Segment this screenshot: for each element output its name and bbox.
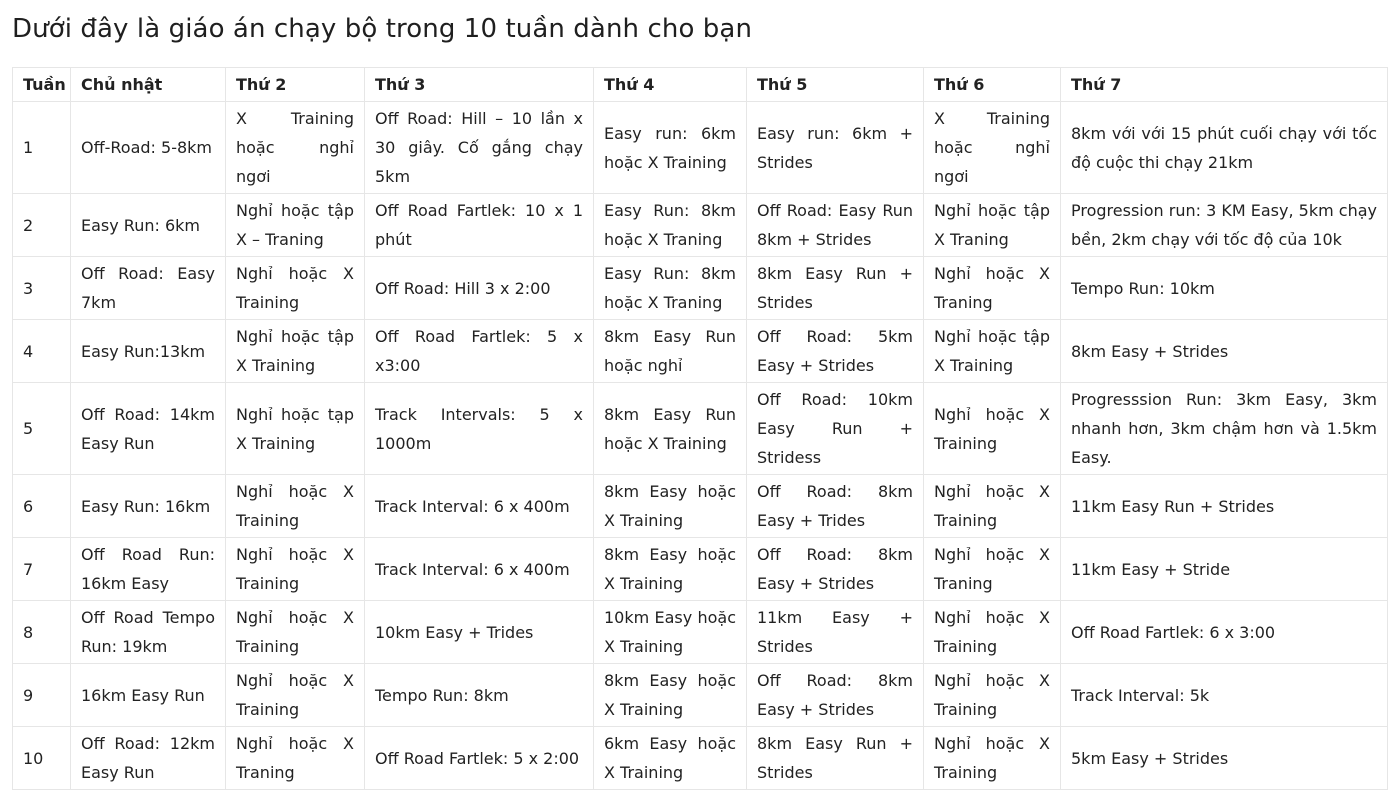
friday-cell: Nghỉ hoặc X Training [924,664,1061,727]
tuesday-cell: Tempo Run: 8km [365,664,594,727]
table-row [13,664,1388,727]
week-cell: 3 [13,257,71,320]
table-row [13,320,1388,383]
sunday-cell: 16km Easy Run [71,664,226,727]
monday-cell: Nghỉ hoặc X Training [226,475,365,538]
sunday-cell: Off Road: 14km Easy Run [71,383,226,475]
saturday-cell: 8km với với 15 phút cuối chạy với tốc độ cuộc thi chạy 21km [1061,102,1388,194]
header-week: Tuần [13,68,71,102]
table-row [13,601,1388,664]
thursday-cell: Easy run: 6km + Strides [747,102,924,194]
thursday-cell: Off Road: 10km Easy Run + Stridess [747,383,924,475]
sunday-cell: Easy Run:13km [71,320,226,383]
header-wednesday: Thứ 4 [594,68,747,102]
monday-cell: Nghỉ hoặc X Training [226,664,365,727]
week-cell: 4 [13,320,71,383]
wednesday-cell: 8km Easy Run hoặc nghỉ [594,320,747,383]
monday-cell: Nghỉ hoặc X Training [226,601,365,664]
sunday-cell: Off Road Tempo Run: 19km [71,601,226,664]
saturday-cell: Tempo Run: 10km [1061,257,1388,320]
friday-cell: Nghỉ hoặc tập X Traning [924,194,1061,257]
thursday-cell: Off Road: 8km Easy + Strides [747,538,924,601]
thursday-cell: Off Road: Easy Run 8km + Strides [747,194,924,257]
monday-cell: Nghỉ hoặc X Training [226,257,365,320]
saturday-cell: Progresssion Run: 3km Easy, 3km nhanh hơn, 3km chậm hơn và 1.5km Easy. [1061,383,1388,475]
saturday-cell: 11km Easy + Stride [1061,538,1388,601]
tuesday-cell: Off Road Fartlek: 10 x 1 phút [365,194,594,257]
tuesday-cell: Off Road Fartlek: 5 x x3:00 [365,320,594,383]
header-saturday: Thứ 7 [1061,68,1388,102]
table-row [13,475,1388,538]
friday-cell: Nghỉ hoặc X Traning [924,538,1061,601]
wednesday-cell: 8km Easy hoặc X Training [594,664,747,727]
table-row [13,194,1388,257]
header-thursday: Thứ 5 [747,68,924,102]
monday-cell: Nghỉ hoặc tạp X Training [226,383,365,475]
thursday-cell: 8km Easy Run + Strides [747,257,924,320]
training-plan-table [12,67,1388,790]
saturday-cell: Progression run: 3 KM Easy, 5km chạy bền, 2km chạy với tốc độ của 10k [1061,194,1388,257]
wednesday-cell: 6km Easy hoặc X Training [594,727,747,790]
friday-cell: Nghỉ hoặc X Training [924,475,1061,538]
saturday-cell: 8km Easy + Strides [1061,320,1388,383]
tuesday-cell: Track Interval: 6 x 400m [365,475,594,538]
wednesday-cell: Easy run: 6km hoặc X Training [594,102,747,194]
sunday-cell: Off Road: Easy 7km [71,257,226,320]
header-friday: Thứ 6 [924,68,1061,102]
tuesday-cell: Track Intervals: 5 x 1000m [365,383,594,475]
wednesday-cell: 8km Easy hoặc X Training [594,538,747,601]
tuesday-cell: Off Road: Hill 3 x 2:00 [365,257,594,320]
week-cell: 9 [13,664,71,727]
table-row [13,102,1388,194]
wednesday-cell: 8km Easy Run hoặc X Training [594,383,747,475]
wednesday-cell: Easy Run: 8km hoặc X Traning [594,257,747,320]
page-title: Dưới đây là giáo án chạy bộ trong 10 tuần dành cho bạn [12,14,753,44]
table-row [13,538,1388,601]
tuesday-cell: Off Road Fartlek: 5 x 2:00 [365,727,594,790]
friday-cell: X Training hoặc nghỉ ngơi [924,102,1061,194]
table-row [13,257,1388,320]
friday-cell: Nghỉ hoặc tập X Training [924,320,1061,383]
header-monday: Thứ 2 [226,68,365,102]
week-cell: 2 [13,194,71,257]
saturday-cell: 5km Easy + Strides [1061,727,1388,790]
table-row [13,383,1388,475]
saturday-cell: Off Road Fartlek: 6 x 3:00 [1061,601,1388,664]
thursday-cell: Off Road: 8km Easy + Strides [747,664,924,727]
wednesday-cell: 10km Easy hoặc X Training [594,601,747,664]
tuesday-cell: Track Interval: 6 x 400m [365,538,594,601]
week-cell: 1 [13,102,71,194]
header-tuesday: Thứ 3 [365,68,594,102]
monday-cell: Nghỉ hoặc tập X – Traning [226,194,365,257]
friday-cell: Nghỉ hoặc X Training [924,601,1061,664]
week-cell: 6 [13,475,71,538]
friday-cell: Nghỉ hoặc X Traning [924,257,1061,320]
table-header-row [13,68,1388,102]
tuesday-cell: Off Road: Hill – 10 lần x 30 giây. Cố gắng chạy 5km [365,102,594,194]
monday-cell: Nghỉ hoặc X Training [226,538,365,601]
table-row [13,727,1388,790]
friday-cell: Nghỉ hoặc X Training [924,727,1061,790]
thursday-cell: Off Road: 8km Easy + Trides [747,475,924,538]
wednesday-cell: Easy Run: 8km hoặc X Traning [594,194,747,257]
thursday-cell: Off Road: 5km Easy + Strides [747,320,924,383]
saturday-cell: Track Interval: 5k [1061,664,1388,727]
week-cell: 10 [13,727,71,790]
saturday-cell: 11km Easy Run + Strides [1061,475,1388,538]
monday-cell: Nghỉ hoặc tập X Training [226,320,365,383]
header-sunday: Chủ nhật [71,68,226,102]
sunday-cell: Off Road: 12km Easy Run [71,727,226,790]
monday-cell: Nghỉ hoặc X Traning [226,727,365,790]
monday-cell: X Training hoặc nghỉ ngơi [226,102,365,194]
week-cell: 7 [13,538,71,601]
week-cell: 5 [13,383,71,475]
thursday-cell: 11km Easy + Strides [747,601,924,664]
sunday-cell: Off-Road: 5-8km [71,102,226,194]
sunday-cell: Easy Run: 16km [71,475,226,538]
friday-cell: Nghỉ hoặc X Training [924,383,1061,475]
sunday-cell: Easy Run: 6km [71,194,226,257]
week-cell: 8 [13,601,71,664]
wednesday-cell: 8km Easy hoặc X Training [594,475,747,538]
sunday-cell: Off Road Run: 16km Easy [71,538,226,601]
thursday-cell: 8km Easy Run + Strides [747,727,924,790]
tuesday-cell: 10km Easy + Trides [365,601,594,664]
